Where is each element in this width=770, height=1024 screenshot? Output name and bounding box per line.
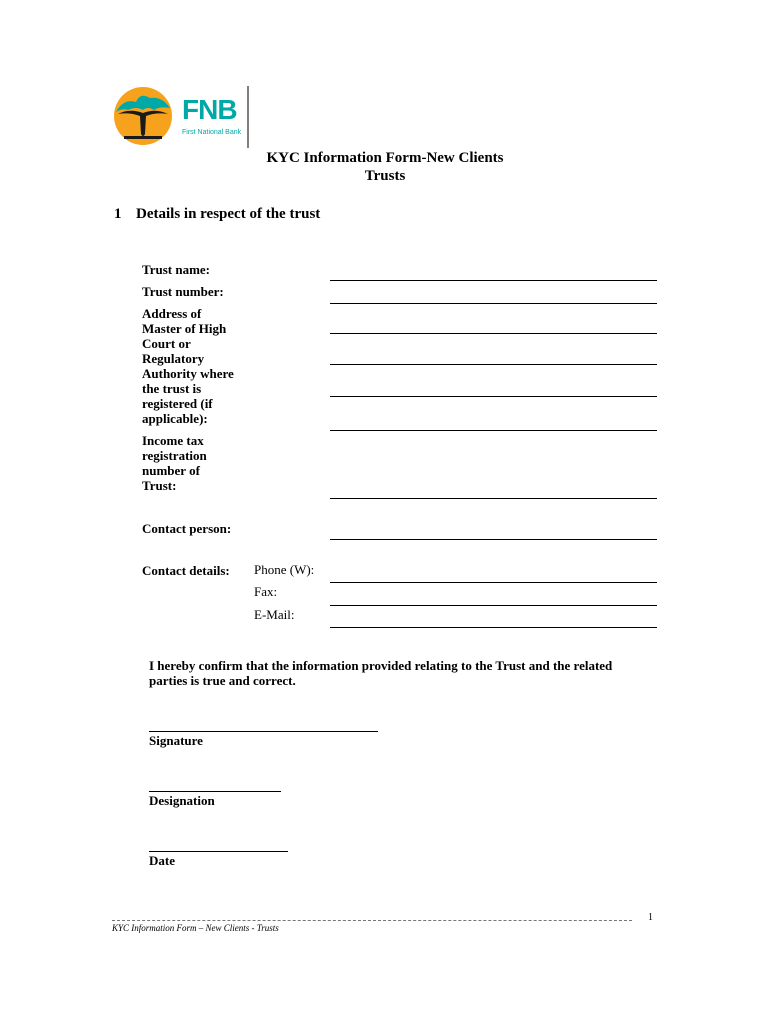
fax-label: Fax: [254,584,278,599]
address-field-2[interactable] [330,364,657,365]
confirmation-text: I hereby confirm that the information provided relating to the Trust and the related parties is true and correct. [149,658,613,688]
form-subtitle: Trusts [364,168,406,184]
phone-label: Phone (W): [254,562,315,577]
fax-field[interactable] [330,605,657,606]
phone-field[interactable] [330,582,657,583]
logo-subtitle: First National Bank [182,129,242,136]
address-field-4[interactable] [330,430,657,431]
address-field-1[interactable] [330,333,657,334]
logo-brand-text: FNB [182,94,237,125]
trust-name-field[interactable] [330,280,657,281]
contact-person-label: Contact person: [142,521,232,536]
address-label: Address of Master of High Court or Regulatory Authority where the trust is registered (if applicable): [142,306,234,426]
income-tax-field[interactable] [330,498,657,499]
section-number: 1 [114,206,122,222]
income-tax-label: Income tax registration number of Trust: [142,433,207,493]
trust-number-label: Trust number: [142,284,224,299]
footer-text: KYC Information Form – New Clients - Trusts [112,923,279,933]
form-title: KYC Information Form-New Clients [266,150,504,166]
signature-label: Signature [149,733,203,748]
contact-details-label: Contact details: [142,563,230,578]
section-title: Details in respect of the trust [136,206,321,222]
page-number: 1 [648,912,653,923]
designation-field[interactable] [149,791,281,792]
signature-field[interactable] [149,731,378,732]
designation-label: Designation [149,793,215,808]
footer-divider [112,920,632,921]
trust-name-label: Trust name: [142,262,211,277]
fnb-logo [110,86,252,148]
contact-person-field[interactable] [330,539,657,540]
address-field-3[interactable] [330,396,657,397]
date-label: Date [149,853,175,868]
email-label: E-Mail: [254,607,295,622]
email-field[interactable] [330,627,657,628]
trust-number-field[interactable] [330,303,657,304]
date-field[interactable] [149,851,288,852]
